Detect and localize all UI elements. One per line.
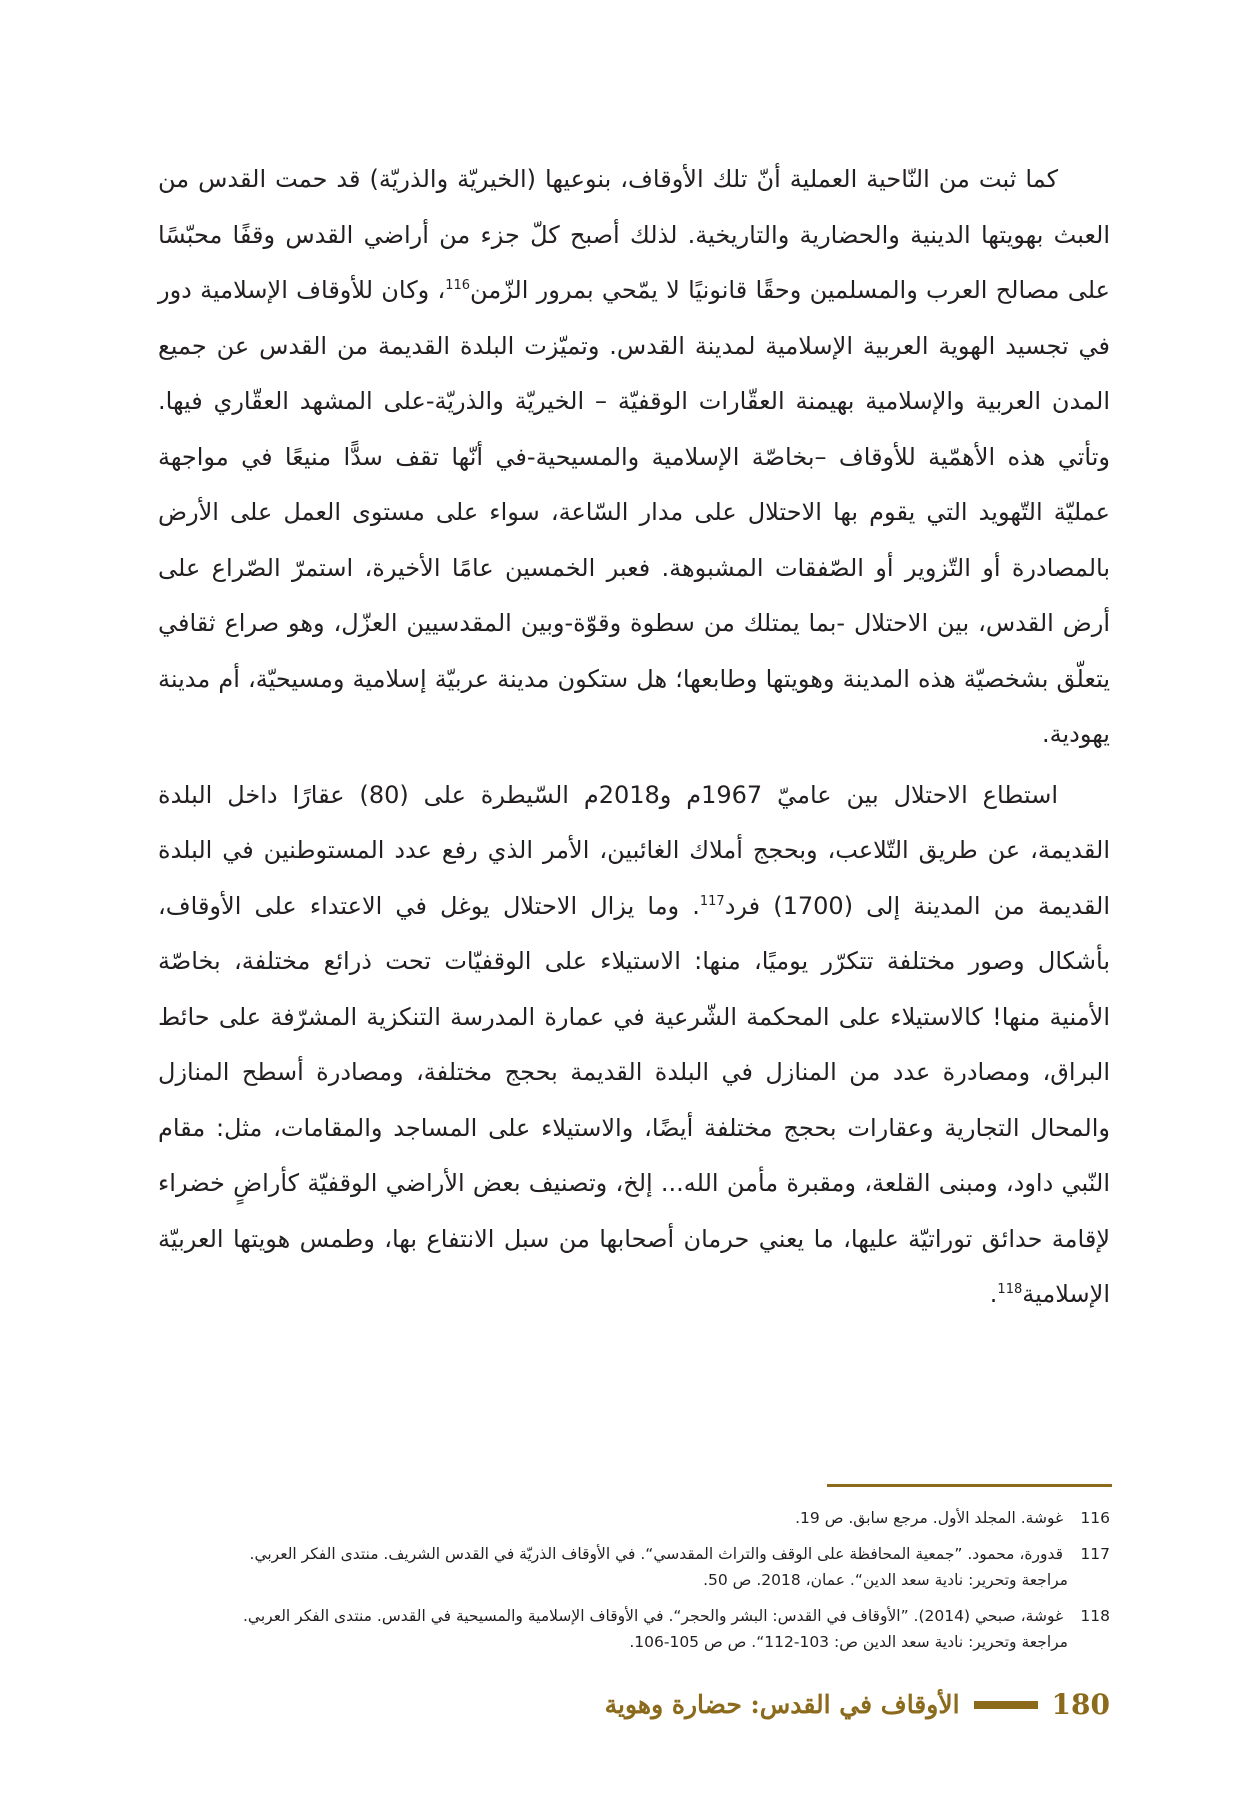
footnote-continuation: مراجعة وتحرير: نادية سعد الدين ص: 103-112“. ص ص 105-106.	[629, 1633, 1068, 1651]
footnote-text: غوشة. المجلد الأول. مرجع سابق. ص 19.	[795, 1509, 1064, 1527]
footer-bar	[974, 1701, 1038, 1709]
footnote-number: 116	[1080, 1509, 1110, 1527]
paragraph-1	[158, 152, 1110, 763]
footnote-118	[158, 1603, 1110, 1655]
footnote-ref-116[interactable]: 116	[445, 278, 471, 293]
footnote-ref-117[interactable]: 117	[699, 893, 725, 909]
body-text	[158, 152, 1110, 1323]
footnote-ref-118[interactable]: 118	[997, 1282, 1023, 1297]
paragraph-2-text: استطاع الاحتلال بين عاميّ 1967م و2018م السّيطرة على (80) عقارًا داخل البلدة القديمة، عن طريق التّلاعب، وبحجج أملاك الغائبين، الأمر الذي رفع عدد المستوطنين في البلدة القديمة من المدينة إلى (1700) فرد	[158, 780, 1110, 920]
footnotes	[158, 1505, 1110, 1665]
footnote-number: 118	[1080, 1607, 1110, 1625]
paragraph-2-continuation: . وما يزال الاحتلال يوغل في الاعتداء على الأوقاف، بأشكال وصور مختلفة تتكرّر يوميًا، منها: الاستيلاء على الوقفيّات تحت ذرائع مختلفة، بخاصّة الأمنية منها! كالاستيلاء على المحكمة الشّرعية في عمارة المدرسة التنكزية المشرّفة على حائط البراق، ومصادرة عدد من المنازل في البلدة القديمة بحجج مختلفة، ومصادرة أسطح المنازل والمحال التجارية وعقارات بحجج مختلفة أيضًا، والاستيلاء على المساجد والمقامات، مثل: مقام النّبي داود، ومبنى القلعة، ومقبرة مأمن الله... إلخ، وتصنيف بعض الأراضي الوقفيّة كأراضٍ خضراء لإقامة حدائق توراتيّة عليها، ما يعني حرمان أصحابها من سبل الانتفاع بها، وطمس هويتها العربيّة الإسلامية	[158, 891, 1110, 1308]
running-title: الأوقاف في القدس: حضارة وهوية	[604, 1690, 960, 1719]
footnote-divider	[827, 1484, 1112, 1487]
footnote-number: 117	[1080, 1545, 1110, 1563]
footnote-text: قدورة، محمود. ”جمعية المحافظة على الوقف والتراث المقدسي“. في الأوقاف الذريّة في القدس الشريف. منتدى الفكر العربي.	[249, 1545, 1064, 1563]
footnote-117	[158, 1541, 1110, 1593]
footnote-text: غوشة، صبحي (2014). ”الأوقاف في القدس: البشر والحجر“. في الأوقاف الإسلامية والمسيحية في القدس. منتدى الفكر العربي.	[243, 1607, 1064, 1625]
footnote-continuation: مراجعة وتحرير: نادية سعد الدين“. عمان، 2018. ص 50.	[703, 1571, 1068, 1589]
footnote-116	[158, 1505, 1110, 1531]
paragraph-1-continuation: ، وكان للأوقاف الإسلامية دور في تجسيد الهوية العربية الإسلامية لمدينة القدس. وتميّزت البلدة القديمة من القدس عن جميع المدن العربية والإسلامية بهيمنة العقّارات الوقفيّة – الخيريّة والذريّة-على المشهد العقّاري فيها. وتأتي هذه الأهمّية للأوقاف –بخاصّة الإسلامية والمسيحية-في أنّها تقف سدًّا منيعًا في مواجهة عمليّة التّهويد التي يقوم بها الاحتلال على مدار السّاعة، سواء على مستوى العمل على الأرض بالمصادرة أو التّزوير أو الصّفقات المشبوهة. فعبر الخمسين عامًا الأخيرة، استمرّ الصّراع على أرض القدس، بين الاحتلال -بما يمتلك من سطوة وقوّة-وبين المقدسيين العزّل، وهو صراع ثقافي يتعلّق بشخصيّة هذه المدينة وهويتها وطابعها؛ هل ستكون مدينة عربيّة إسلامية ومسيحيّة، أم مدينة يهودية.	[158, 276, 1110, 748]
page-footer	[605, 1688, 1110, 1721]
paragraph-2-end: .	[989, 1280, 998, 1308]
page-number: 180	[1051, 1688, 1110, 1721]
paragraph-2	[158, 768, 1110, 1323]
paragraph-1-text: كما ثبت من النّاحية العملية أنّ تلك الأوقاف، بنوعيها (الخيريّة والذريّة) قد حمت القدس من العبث بهويتها الدينية والحضارية والتاريخية. لذلك أصبح كلّ جزء من أراضي القدس وقفًا محبّسًا على مصالح العرب والمسلمين وحقًا قانونيًا لا يمّحي بمرور الزّمن	[158, 165, 1110, 304]
